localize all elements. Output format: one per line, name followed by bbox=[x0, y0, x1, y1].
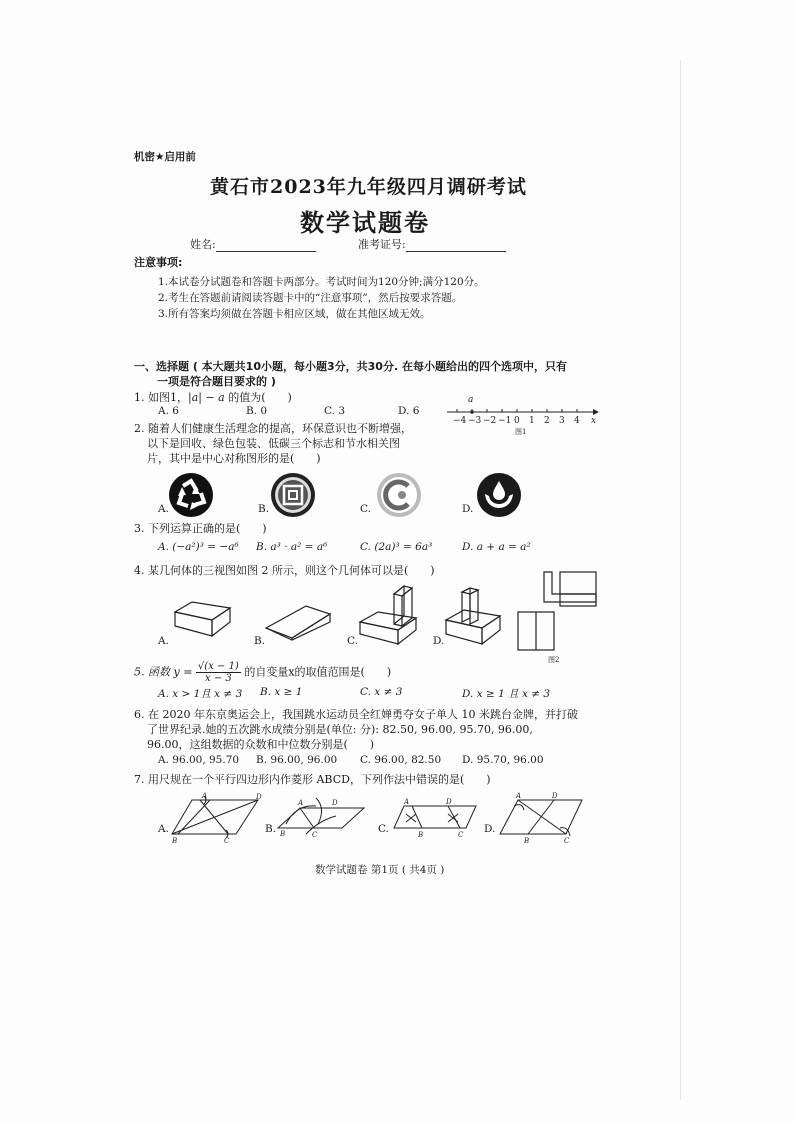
svg-text:D: D bbox=[256, 793, 262, 801]
q4-option-c: C. bbox=[347, 635, 358, 647]
q4-wedge-solid bbox=[262, 600, 332, 642]
svg-text:C: C bbox=[564, 837, 570, 845]
exam-id-label: 准考证号: bbox=[358, 238, 406, 251]
svg-text:A: A bbox=[298, 799, 304, 807]
secret-label: 机密★启用前 bbox=[134, 151, 196, 163]
water-saving-icon bbox=[476, 472, 522, 518]
q5-option-b: B. x ≥ 1 bbox=[260, 686, 303, 698]
q6-option-d: D. 95.70, 96.00 bbox=[462, 754, 544, 766]
q5-option-a: A. x > 1且 x ≠ 3 bbox=[158, 688, 243, 700]
figure2-label: 图2 bbox=[548, 656, 560, 664]
tick-label: −2 bbox=[483, 416, 497, 426]
low-carbon-icon bbox=[376, 472, 422, 518]
svg-text:B: B bbox=[418, 831, 424, 839]
tick-label: 3 bbox=[559, 416, 565, 426]
svg-text:A: A bbox=[516, 792, 522, 800]
q5-stem: 5. 函数 y = $\frac{√(x - 1)}{x - 3}$ 的自变量x的取值范围是( ) bbox=[134, 661, 392, 684]
q3-stem: 3. 下列运算正确的是( ) bbox=[134, 522, 267, 535]
page-footer: 数学试题卷 第1页 ( 共4页 ) bbox=[315, 864, 445, 876]
q2-stem-line: 2. 随着人们健康生活理念的提高，环保意识也不断增强， bbox=[134, 422, 412, 435]
side-view bbox=[560, 572, 596, 606]
point-a-label: a bbox=[468, 395, 474, 405]
tick-label: 1 bbox=[529, 416, 535, 426]
q4-l-block-solid bbox=[356, 574, 422, 646]
exam-title: 黄石市2023年九年级四月调研考试 bbox=[210, 176, 527, 198]
q6-option-c: C. 96.00, 82.50 bbox=[360, 754, 442, 766]
note-item: 2.考生在答题前请阅读答题卡中的“注意事项”，然后按要求答题。 bbox=[158, 292, 463, 304]
section1-heading: 一、选择题 ( 本大题共10小题，每小题3分，共30分. 在每小题给出的四个选项中，只有 bbox=[134, 360, 567, 373]
svg-text:C: C bbox=[458, 831, 464, 839]
q2-option-d: D. bbox=[462, 503, 474, 515]
green-packaging-icon bbox=[270, 472, 316, 518]
section1-heading-cont: 一项是符合题目要求的 ) bbox=[157, 375, 276, 388]
q4-option-d: D. bbox=[433, 635, 445, 647]
q7-option-d: D. bbox=[484, 823, 496, 835]
q4-option-b: B. bbox=[254, 635, 266, 647]
q1-option-a: A. 6 bbox=[158, 405, 179, 417]
q3-option-b: B. a³ · a² = a⁶ bbox=[256, 541, 328, 553]
svg-text:D: D bbox=[446, 798, 452, 806]
figure1-label: 图1 bbox=[515, 428, 527, 436]
q3-option-a: A. (−a²)³ = −a⁶ bbox=[158, 541, 239, 553]
tick-label: 4 bbox=[574, 416, 580, 426]
name-field bbox=[190, 236, 316, 252]
q7-stem: 7. 用尺规在一个平行四边形内作菱形 ABCD，下列作法中错误的是( ) bbox=[134, 773, 491, 786]
axis-var-label: x bbox=[591, 416, 597, 426]
note-item: 1.本试卷分试题卷和答题卡两部分。考试时间为120分钟;满分120分。 bbox=[158, 276, 485, 288]
number-line-figure bbox=[445, 390, 600, 435]
name-label: 姓名: bbox=[190, 238, 216, 251]
front-view bbox=[544, 572, 596, 602]
q5-option-c: C. x ≠ 3 bbox=[360, 686, 403, 698]
q2-option-b: B. bbox=[258, 503, 270, 515]
q4-post-on-base-solid bbox=[442, 578, 504, 646]
q7-option-b: B. bbox=[265, 823, 277, 835]
notes-heading: 注意事项: bbox=[134, 256, 183, 269]
axis-arrow-icon bbox=[593, 409, 599, 415]
three-view-figure bbox=[516, 568, 598, 663]
exam-id-field bbox=[358, 236, 506, 252]
svg-text:D: D bbox=[332, 799, 338, 807]
q3-option-d: D. a + a = a² bbox=[462, 541, 531, 553]
tick-label: −1 bbox=[498, 416, 512, 426]
q5-option-d: D. x ≥ 1 且 x ≠ 3 bbox=[462, 688, 551, 700]
q2-stem-line: 以下是回收、绿色包装、低碳三个标志和节水相关图 bbox=[147, 437, 400, 450]
scan-edge-shadow bbox=[680, 60, 681, 1100]
q1-option-c: C. 3 bbox=[324, 405, 346, 417]
q2-stem-line: 片，其中是中心对称图形的是( ) bbox=[147, 452, 321, 465]
recycle-icon bbox=[168, 472, 214, 518]
q3-option-c: C. (2a)³ = 6a³ bbox=[360, 541, 433, 553]
name-underline bbox=[216, 240, 316, 252]
q7-option-a: A. bbox=[158, 823, 169, 835]
svg-text:B: B bbox=[280, 830, 286, 838]
tick-label: 2 bbox=[544, 416, 550, 426]
q2-option-a: A. bbox=[158, 503, 169, 515]
q4-flat-box-solid bbox=[172, 600, 232, 642]
paper-subtitle: 数学试题卷 bbox=[300, 208, 430, 237]
q7-construction-b bbox=[276, 794, 368, 846]
svg-text:A: A bbox=[202, 792, 208, 800]
tick-label: 0 bbox=[514, 416, 520, 426]
svg-text:C: C bbox=[312, 831, 318, 839]
q1-option-d: D. 6 bbox=[398, 405, 420, 417]
tick-label: −4 bbox=[453, 416, 467, 426]
tick-label: −3 bbox=[468, 416, 482, 426]
svg-text:B: B bbox=[172, 837, 178, 845]
q5-fraction: $\frac{√(x - 1)}{x - 3}$ bbox=[197, 661, 239, 684]
q4-option-a: A. bbox=[158, 635, 169, 647]
q1-option-b: B. 0 bbox=[246, 405, 268, 417]
q6-stem-line: 6. 在 2020 年东京奥运会上，我国跳水运动员全红婵勇夺女子单人 10 米跳台金牌，并打破 bbox=[134, 708, 578, 721]
svg-text:D: D bbox=[552, 792, 558, 800]
exam-id-underline bbox=[406, 240, 506, 252]
note-item: 3.所有答案均须做在答题卡相应区域，做在其他区域无效。 bbox=[158, 308, 431, 320]
q7-construction-d bbox=[498, 794, 588, 846]
point-a-dot bbox=[470, 410, 474, 414]
svg-text:C: C bbox=[224, 837, 230, 845]
q2-option-c: C. bbox=[360, 503, 371, 515]
q7-option-c: C. bbox=[378, 823, 389, 835]
q6-stem-line: 96.00，这组数据的众数和中位数分别是( ) bbox=[147, 738, 375, 751]
q1-stem: 1. 如图1，|a| − a 的值为( ) bbox=[134, 391, 292, 404]
q6-option-b: B. 96.00, 96.00 bbox=[256, 754, 338, 766]
q4-stem: 4. 某几何体的三视图如图 2 所示，则这个几何体可以是( ) bbox=[134, 564, 435, 577]
svg-text:B: B bbox=[524, 837, 530, 845]
q7-construction-a bbox=[170, 794, 262, 846]
q7-construction-c bbox=[390, 794, 482, 846]
q6-option-a: A. 96.00, 95.70 bbox=[158, 754, 240, 766]
q6-stem-line: 了世界纪录.她的五次跳水成绩分别是(单位: 分): 82.50, 96.00, 95.70, 96.00, bbox=[147, 723, 533, 736]
svg-text:A: A bbox=[404, 798, 410, 806]
